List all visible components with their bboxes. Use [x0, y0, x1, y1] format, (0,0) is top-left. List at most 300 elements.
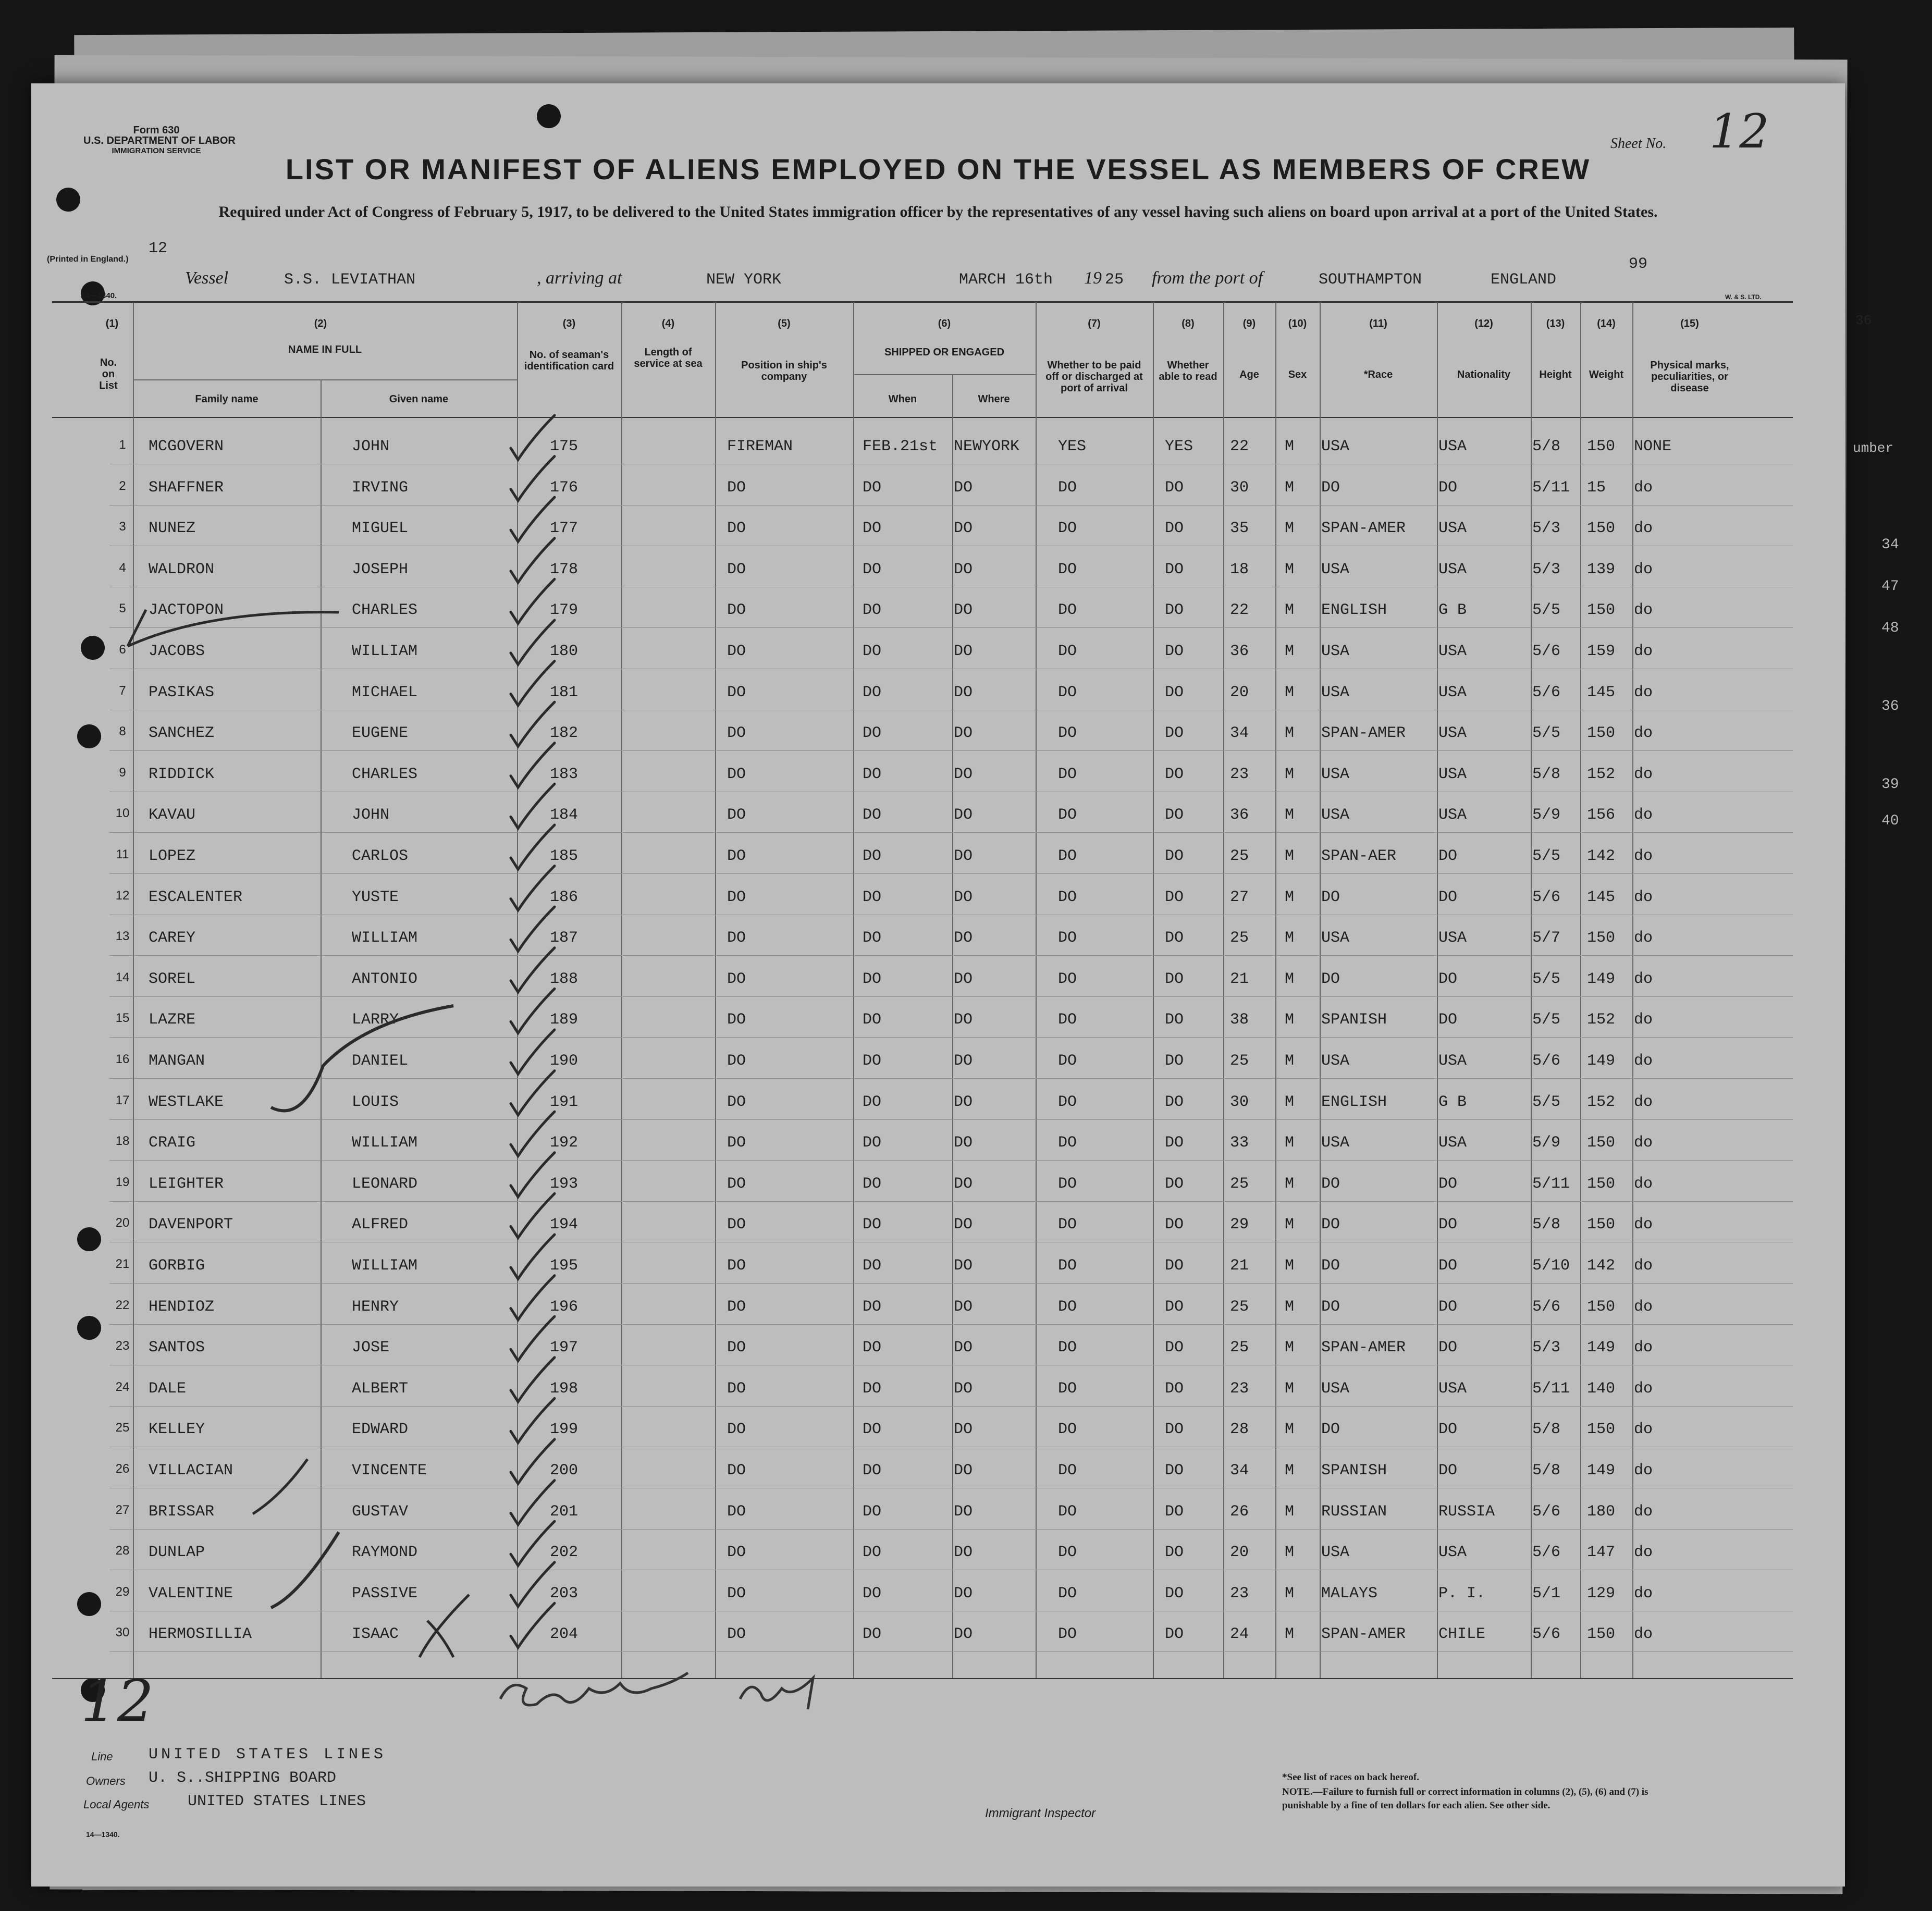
shipped-where: DO: [954, 1175, 973, 1193]
position: DO: [727, 765, 746, 783]
height: 5/6: [1532, 643, 1561, 660]
able-to-read: DO: [1165, 1216, 1184, 1234]
able-to-read: DO: [1165, 1257, 1184, 1275]
column-number: (1): [105, 318, 119, 329]
race: USA: [1321, 438, 1350, 455]
id-card-number: 194: [550, 1216, 579, 1234]
weight: 150: [1587, 724, 1616, 743]
given-name: VINCENTE: [352, 1462, 427, 1480]
shipped-when: DO: [863, 929, 882, 947]
physical-marks: do: [1634, 1502, 1653, 1521]
able-to-read: DO: [1165, 478, 1184, 497]
column-number: (11): [1369, 318, 1387, 329]
id-card-number: 184: [550, 806, 579, 824]
id-card-number: 182: [550, 724, 579, 743]
able-to-read: DO: [1165, 1544, 1184, 1562]
paid-off: DO: [1058, 1257, 1077, 1275]
shipped-where: DO: [954, 1502, 973, 1521]
physical-marks: do: [1634, 1421, 1653, 1439]
margin-number: 40: [1881, 813, 1899, 829]
nationality: USA: [1438, 1134, 1467, 1152]
printer-code: 14—1340.: [81, 291, 117, 300]
race: SPAN-AER: [1321, 847, 1397, 865]
id-card-number: 178: [550, 560, 579, 578]
given-name: LOUIS: [352, 1093, 399, 1111]
able-to-read: DO: [1165, 1379, 1184, 1398]
check-mark: [511, 1071, 555, 1115]
race: DO: [1321, 1298, 1340, 1316]
position: DO: [727, 1134, 746, 1152]
age: 38: [1230, 1011, 1249, 1029]
able-to-read: DO: [1165, 806, 1184, 824]
race: DO: [1321, 1421, 1340, 1439]
id-card-number: 180: [550, 643, 579, 660]
position: DO: [727, 1584, 746, 1602]
row-number: 6: [119, 643, 126, 657]
age: 34: [1230, 1462, 1249, 1480]
paid-off: DO: [1058, 970, 1077, 988]
paid-off: DO: [1058, 643, 1077, 660]
sex: M: [1285, 1462, 1295, 1480]
age: 27: [1230, 888, 1249, 906]
shipped-where: DO: [954, 1257, 973, 1275]
family-name: DAVENPORT: [149, 1216, 233, 1234]
agents-value: UNITED STATES LINES: [188, 1793, 366, 1810]
sex: M: [1285, 560, 1295, 578]
able-to-read: DO: [1165, 929, 1184, 947]
position: DO: [727, 1339, 746, 1357]
year-suffix: 25: [1105, 271, 1124, 289]
weight: 150: [1587, 1298, 1616, 1316]
weight: 159: [1587, 643, 1616, 660]
able-to-read: DO: [1165, 1093, 1184, 1111]
shipped-where: DO: [954, 560, 973, 578]
column-number: (8): [1182, 318, 1195, 329]
sex: M: [1285, 847, 1295, 865]
physical-marks: do: [1634, 724, 1653, 743]
race: DO: [1321, 888, 1340, 906]
nationality: USA: [1438, 724, 1467, 743]
inspector-signature: [500, 1673, 813, 1709]
id-card-number: 188: [550, 970, 579, 988]
sex: M: [1285, 1093, 1295, 1111]
sheet-number: 12: [1709, 104, 1769, 159]
check-mark: [511, 1193, 555, 1238]
column-number: (3): [562, 318, 576, 329]
given-name: LEONARD: [352, 1175, 418, 1193]
family-name: SOREL: [149, 970, 196, 988]
able-to-read: DO: [1165, 1011, 1184, 1029]
id-card-number: 191: [550, 1093, 579, 1111]
family-name: HERMOSILLIA: [149, 1625, 252, 1644]
weight: 152: [1587, 1093, 1616, 1111]
age: 23: [1230, 1379, 1249, 1398]
race: SPANISH: [1321, 1011, 1387, 1029]
sex: M: [1285, 724, 1295, 743]
sex: M: [1285, 765, 1295, 783]
family-name: VALENTINE: [149, 1584, 233, 1602]
check-mark: [511, 415, 555, 460]
position: DO: [727, 520, 746, 538]
able-to-read: DO: [1165, 1584, 1184, 1602]
position: FIREMAN: [727, 438, 793, 455]
id-card-number: 176: [550, 478, 579, 497]
age: 22: [1230, 438, 1249, 455]
height: 5/10: [1532, 1257, 1570, 1275]
nationality: DO: [1438, 1339, 1458, 1357]
shipped-where: DO: [954, 970, 973, 988]
family-name: DUNLAP: [149, 1544, 205, 1562]
id-card-number: 179: [550, 601, 579, 620]
margin-number: 36: [1881, 698, 1899, 714]
shipped-where: DO: [954, 806, 973, 824]
line-label: Line: [91, 1750, 113, 1763]
nationality: USA: [1438, 929, 1467, 947]
shipped-where: DO: [954, 1052, 973, 1070]
col-header-read: Whether able to read: [1159, 360, 1217, 383]
paid-off: DO: [1058, 1052, 1077, 1070]
physical-marks: do: [1634, 1093, 1653, 1111]
given-name: PASSIVE: [352, 1584, 418, 1602]
printer-mark: W. & S. LTD.: [1725, 293, 1762, 301]
position: DO: [727, 1379, 746, 1398]
paid-off: DO: [1058, 1421, 1077, 1439]
weight: 180: [1587, 1502, 1616, 1521]
physical-marks: do: [1634, 929, 1653, 947]
physical-marks: do: [1634, 520, 1653, 538]
id-card-number: 193: [550, 1175, 579, 1193]
position: DO: [727, 1462, 746, 1480]
position: DO: [727, 1502, 746, 1521]
check-mark: [511, 620, 555, 664]
height: 5/7: [1532, 929, 1561, 947]
check-mark: [511, 866, 555, 910]
arrival-date: MARCH 16th: [959, 271, 1053, 289]
shipped-where: DO: [954, 888, 973, 906]
row-number: 7: [119, 683, 126, 698]
row-number: 1: [119, 438, 126, 452]
age: 26: [1230, 1502, 1249, 1521]
weight: 150: [1587, 520, 1616, 538]
shipped-when: DO: [863, 1584, 882, 1602]
age: 20: [1230, 1544, 1249, 1562]
weight: 139: [1587, 560, 1616, 578]
year-prefix: 19: [1084, 268, 1102, 288]
shipped-when: DO: [863, 1175, 882, 1193]
shipped-when: DO: [863, 1011, 882, 1029]
height: 5/6: [1532, 1502, 1561, 1521]
height: 5/6: [1532, 1544, 1561, 1562]
column-number: (6): [938, 318, 951, 329]
column-number: (7): [1088, 318, 1101, 329]
paid-off: DO: [1058, 1544, 1077, 1562]
sex: M: [1285, 520, 1295, 538]
row-number: 10: [115, 806, 130, 821]
sex: M: [1285, 478, 1295, 497]
column-number: (9): [1242, 318, 1256, 329]
row-number: 27: [115, 1502, 130, 1517]
line-value: UNITED STATES LINES: [149, 1746, 387, 1764]
height: 5/9: [1532, 806, 1561, 824]
nationality: DO: [1438, 1298, 1458, 1316]
age: 18: [1230, 560, 1249, 578]
nationality: USA: [1438, 806, 1467, 824]
id-card-number: 195: [550, 1257, 579, 1275]
row-number: 2: [119, 478, 126, 493]
physical-marks: do: [1634, 765, 1653, 783]
race: SPAN-AMER: [1321, 1625, 1406, 1644]
race: DO: [1321, 970, 1340, 988]
penalty-note: NOTE.—Failure to furnish full or correct information in columns (2), (5), (6) and (7) is punishable by a fine of ten dollars for each alien. See other side.: [1282, 1786, 1648, 1811]
column-number: (4): [661, 318, 675, 329]
col-header-age: Age: [1239, 369, 1259, 380]
able-to-read: DO: [1165, 560, 1184, 578]
row-number: 3: [119, 520, 126, 534]
able-to-read: DO: [1165, 1502, 1184, 1521]
position: DO: [727, 970, 746, 988]
shipped-where: DO: [954, 1339, 973, 1357]
sheet-number-label: Sheet No.: [1610, 135, 1667, 152]
sex: M: [1285, 1257, 1295, 1275]
column-number: (10): [1288, 318, 1307, 329]
sex: M: [1285, 1421, 1295, 1439]
id-card-number: 183: [550, 765, 579, 783]
given-name: JOSE: [352, 1339, 390, 1357]
able-to-read: DO: [1165, 601, 1184, 620]
check-mark: [511, 457, 555, 501]
check-mark: [511, 989, 555, 1033]
physical-marks: do: [1634, 560, 1653, 578]
family-name: MANGAN: [149, 1052, 205, 1070]
col-header-shipped: SHIPPED OR ENGAGED: [884, 347, 1005, 358]
check-mark: [511, 1521, 555, 1565]
column-number: (5): [778, 318, 791, 329]
race: MALAYS: [1321, 1584, 1378, 1602]
nationality: USA: [1438, 1052, 1467, 1070]
family-name: BRISSAR: [149, 1502, 215, 1521]
position: DO: [727, 1175, 746, 1193]
height: 5/6: [1532, 888, 1561, 906]
shipped-where: DO: [954, 1093, 973, 1111]
race: USA: [1321, 560, 1350, 578]
family-name: JACOBS: [149, 643, 205, 660]
id-card-number: 186: [550, 888, 579, 906]
family-name: DALE: [149, 1379, 187, 1398]
age: 22: [1230, 601, 1249, 620]
sex: M: [1285, 1544, 1295, 1562]
paid-off: DO: [1058, 929, 1077, 947]
height: 5/5: [1532, 847, 1561, 865]
col-header-where: Where: [978, 393, 1010, 405]
able-to-read: DO: [1165, 1625, 1184, 1644]
shipped-when: DO: [863, 1421, 882, 1439]
row-number: 28: [115, 1544, 130, 1558]
race: ENGLISH: [1321, 601, 1387, 620]
shipped-when: DO: [863, 1257, 882, 1275]
age: 28: [1230, 1421, 1249, 1439]
family-name: SANTOS: [149, 1339, 205, 1357]
top-right-number: 99: [1629, 255, 1648, 273]
margin-number: 36: [1855, 313, 1872, 328]
col-header-family: Family name: [195, 393, 259, 405]
paid-off: DO: [1058, 847, 1077, 865]
paid-off: DO: [1058, 1462, 1077, 1480]
row-number: 11: [116, 847, 129, 861]
check-mark: [511, 825, 555, 869]
shipped-when: DO: [863, 478, 882, 497]
family-name: NUNEZ: [149, 520, 196, 538]
weight: 147: [1587, 1544, 1616, 1562]
age: 25: [1230, 1175, 1249, 1193]
given-name: HENRY: [352, 1298, 399, 1316]
paid-off: DO: [1058, 1584, 1077, 1602]
row-number: 16: [115, 1052, 130, 1066]
nationality: DO: [1438, 1011, 1458, 1029]
id-card-number: 189: [550, 1011, 579, 1029]
weight: 129: [1587, 1584, 1616, 1602]
nationality: DO: [1438, 478, 1458, 497]
col-header-name: NAME IN FULL: [288, 344, 362, 355]
position: DO: [727, 643, 746, 660]
id-card-number: 202: [550, 1544, 579, 1562]
age: 21: [1230, 970, 1249, 988]
check-mark: [271, 1532, 339, 1608]
sex: M: [1285, 1339, 1295, 1357]
family-name: LAZRE: [149, 1011, 196, 1029]
margin-number: 47: [1881, 578, 1899, 595]
nationality: CHILE: [1438, 1625, 1486, 1644]
physical-marks: do: [1634, 601, 1653, 620]
height: 5/5: [1532, 724, 1561, 743]
nationality: G B: [1438, 601, 1467, 620]
nationality: DO: [1438, 1175, 1458, 1193]
weight: 145: [1587, 888, 1616, 906]
given-name: CHARLES: [352, 601, 418, 620]
height: 5/8: [1532, 1462, 1561, 1480]
row-number: 20: [115, 1216, 130, 1230]
given-name: WILLIAM: [352, 1134, 418, 1152]
given-name: LARRY: [352, 1011, 399, 1029]
able-to-read: DO: [1165, 1339, 1184, 1357]
height: 5/5: [1532, 1093, 1561, 1111]
physical-marks: do: [1634, 847, 1653, 865]
family-name: LOPEZ: [149, 847, 196, 865]
position: DO: [727, 683, 746, 701]
shipped-when: DO: [863, 1093, 882, 1111]
shipped-when: DO: [863, 1339, 882, 1357]
row-number: 21: [115, 1257, 130, 1271]
sex: M: [1285, 1011, 1295, 1029]
id-card-number: 187: [550, 929, 579, 947]
sex: M: [1285, 970, 1295, 988]
row-number: 24: [115, 1379, 130, 1394]
column-number: (12): [1474, 318, 1493, 329]
row-number: 23: [115, 1339, 130, 1353]
position: DO: [727, 1298, 746, 1316]
sex: M: [1285, 1379, 1295, 1398]
row-number: 15: [115, 1011, 130, 1026]
family-name: HENDIOZ: [149, 1298, 215, 1316]
race: SPANISH: [1321, 1462, 1387, 1480]
given-name: MICHAEL: [352, 683, 418, 701]
col-header-sex: Sex: [1288, 369, 1307, 380]
family-name: KELLEY: [149, 1421, 205, 1439]
shipped-where: DO: [954, 1379, 973, 1398]
height: 5/6: [1532, 1625, 1561, 1644]
column-number: (13): [1546, 318, 1565, 329]
race: RUSSIAN: [1321, 1502, 1387, 1521]
sex: M: [1285, 438, 1295, 455]
height: 5/5: [1532, 1011, 1561, 1029]
col-header-card: No. of seaman's identification card: [524, 349, 614, 372]
given-name: WILLIAM: [352, 1257, 418, 1275]
position: DO: [727, 888, 746, 906]
age: 35: [1230, 520, 1249, 538]
sex: M: [1285, 929, 1295, 947]
id-card-number: 204: [550, 1625, 579, 1644]
age: 33: [1230, 1134, 1249, 1152]
physical-marks: do: [1634, 1011, 1653, 1029]
family-name: JACTOPON: [149, 601, 224, 620]
sex: M: [1285, 1298, 1295, 1316]
nationality: USA: [1438, 1544, 1467, 1562]
able-to-read: DO: [1165, 683, 1184, 701]
physical-marks: NONE: [1634, 438, 1672, 455]
row-number: 5: [119, 601, 126, 616]
age: 25: [1230, 1298, 1249, 1316]
shipped-where: DO: [954, 765, 973, 783]
weight: 149: [1587, 1052, 1616, 1070]
row-number: 8: [119, 724, 126, 739]
age: 34: [1230, 724, 1249, 743]
shipped-where: DO: [954, 1544, 973, 1562]
paid-off: DO: [1058, 683, 1077, 701]
id-card-number: 190: [550, 1052, 579, 1070]
family-name: LEIGHTER: [149, 1175, 224, 1193]
shipped-when: DO: [863, 601, 882, 620]
position: DO: [727, 1625, 746, 1644]
nationality: DO: [1438, 847, 1458, 865]
weight: 156: [1587, 806, 1616, 824]
check-mark: [511, 1030, 555, 1074]
check-mark: [511, 1235, 555, 1279]
shipped-when: DO: [863, 683, 882, 701]
shipped-when: DO: [863, 1216, 882, 1234]
position: DO: [727, 1544, 746, 1562]
weight: 15: [1587, 478, 1606, 497]
weight: 152: [1587, 765, 1616, 783]
age: 20: [1230, 683, 1249, 701]
nationality: DO: [1438, 1421, 1458, 1439]
check-mark: [511, 661, 555, 706]
shipped-when: DO: [863, 1298, 882, 1316]
check-mark: [511, 948, 555, 992]
paid-off: DO: [1058, 560, 1077, 578]
age: 25: [1230, 1339, 1249, 1357]
paid-off: DO: [1058, 724, 1077, 743]
given-name: ALFRED: [352, 1216, 409, 1234]
given-name: ALBERT: [352, 1379, 409, 1398]
shipped-when: DO: [863, 1502, 882, 1521]
shipped-where: NEWYORK: [954, 438, 1020, 455]
position: DO: [727, 478, 746, 497]
check-marks: [511, 415, 555, 1647]
family-name: VILLACIAN: [149, 1462, 233, 1480]
age: 36: [1230, 643, 1249, 660]
shipped-where: DO: [954, 1216, 973, 1234]
family-name: SANCHEZ: [149, 724, 215, 743]
nationality: USA: [1438, 683, 1467, 701]
